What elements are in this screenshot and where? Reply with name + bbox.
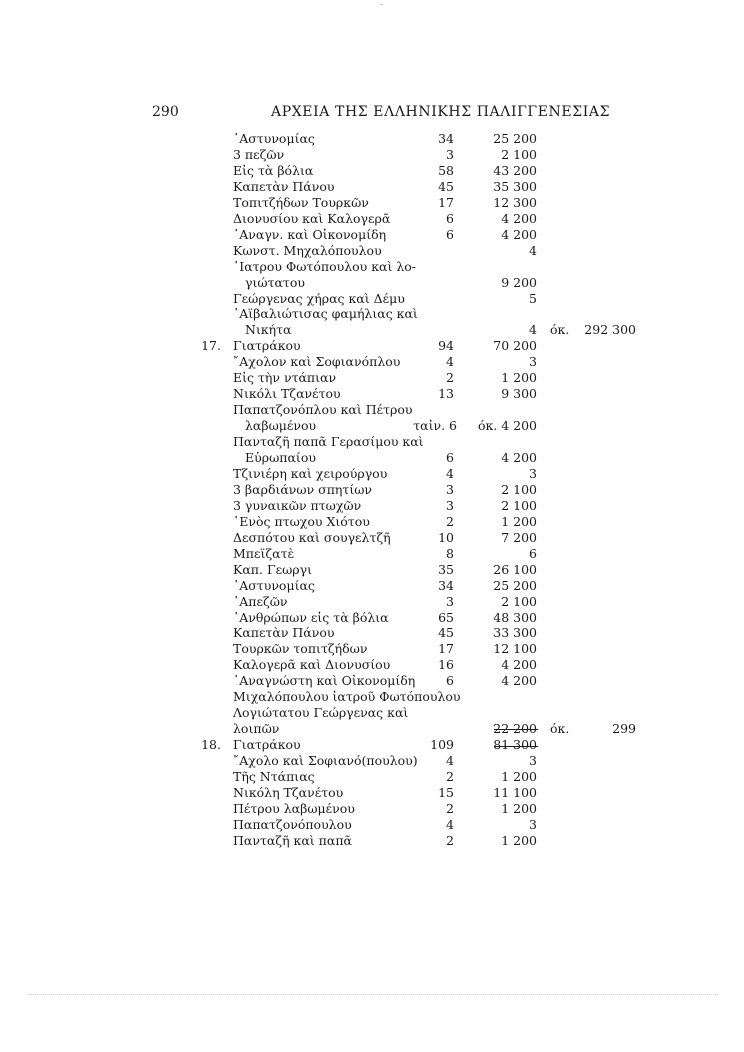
entry-name: Γιατράκου — [233, 737, 301, 753]
okka-value: 9 300 — [501, 386, 537, 402]
table-row — [0, 163, 744, 179]
okka-value: 5 — [529, 290, 537, 306]
okka-value: 7 200 — [501, 529, 537, 545]
table-row — [0, 817, 744, 833]
count-value: 45 — [438, 625, 454, 641]
count-value: 17 — [438, 194, 454, 210]
table-row — [0, 657, 744, 673]
okka-value: 48 300 — [493, 609, 537, 625]
table-row — [0, 514, 744, 530]
okka-value: 1 200 — [501, 513, 537, 529]
table-row — [0, 562, 744, 578]
table-row — [0, 673, 744, 689]
count-value: 3 — [446, 593, 454, 609]
entry-name: 3 πεζῶν — [233, 146, 285, 162]
count-value: 6 — [446, 450, 454, 465]
entry-name: ᾿Απεζῶν — [233, 593, 288, 609]
table-row — [0, 594, 744, 610]
unit-label: όκ. — [550, 721, 570, 737]
table-row — [0, 785, 744, 801]
table-row — [0, 227, 744, 243]
okka-value: 6 — [529, 545, 537, 561]
entry-name: ᾿Αστυνομίας — [233, 577, 315, 593]
table-row — [0, 578, 744, 594]
count-value: 109 — [430, 737, 454, 753]
entry-name: Λογιώτατου Γεώργενας καὶ — [233, 705, 409, 721]
entry-name: Παπατζονόπλου καὶ Πέτρου — [233, 402, 413, 418]
okka-value: 35 300 — [493, 178, 537, 194]
table-row — [0, 402, 744, 418]
count-value: 4 — [446, 816, 454, 832]
count-value: 34 — [438, 577, 454, 593]
entry-name: Παπατζονόπουλου — [233, 816, 352, 832]
okka-value: 11 100 — [493, 784, 537, 800]
total-value: 299 — [612, 721, 636, 737]
table-row — [0, 386, 744, 402]
okka-value: 25 200 — [493, 577, 537, 593]
count-value: 45 — [438, 178, 454, 194]
count-value: 13 — [438, 386, 454, 402]
entry-name: Εἰς τὰ βόλια — [233, 162, 314, 178]
entry-name: ᾿Ανθρώπων εἰς τὰ βόλια — [233, 609, 389, 625]
entry-name: ᾿Ιατρου Φωτόπουλου καὶ λο- — [233, 258, 417, 274]
sum-rule — [494, 729, 538, 730]
entry-name: Καλογερᾶ καὶ Διονυσίου — [233, 657, 391, 673]
table-row — [0, 354, 744, 370]
entry-name: Τουρκῶν τοπιτζήδων — [233, 641, 368, 657]
table-row — [0, 195, 744, 211]
count-value: 2 — [446, 800, 454, 816]
table-row — [0, 641, 744, 657]
entry-name: ῎Αχολον καὶ Σοφιανόπλου — [233, 354, 401, 370]
count-value: 3 — [446, 497, 454, 513]
entry-name: 3 γυναικῶν πτωχῶν — [233, 497, 362, 513]
row-number: 18. — [201, 737, 221, 753]
count-value: 4 — [446, 354, 454, 370]
entry-name: Καπετὰν Πάνου — [233, 178, 335, 194]
table-row — [0, 211, 744, 227]
count-value: 3 — [446, 146, 454, 162]
count-value: 58 — [438, 162, 454, 178]
okka-value: 1 200 — [501, 769, 537, 784]
okka-value: 3 — [529, 816, 537, 832]
table-row — [0, 705, 744, 721]
count-value: 17 — [438, 641, 454, 657]
row-number: 17. — [201, 338, 221, 354]
okka-value: 9 200 — [501, 274, 537, 290]
okka-value: 1 200 — [501, 800, 537, 816]
okka-value: 1 200 — [501, 370, 537, 386]
sum-rule — [494, 746, 538, 747]
table-row — [0, 530, 744, 546]
entry-name: Διονυσίου καὶ Καλογερᾶ — [233, 210, 391, 226]
table-row — [0, 147, 744, 163]
entry-name: ᾿Αϊβαλιώτισας φαμήλιας καὶ — [233, 306, 418, 322]
table-row — [0, 625, 744, 641]
running-title: ΑΡΧΕΙΑ ΤΗΣ ΕΛΛΗΝΙΚΗΣ ΠΑΛΙΓΓΕΝΕΣΙΑΣ — [271, 104, 611, 120]
table-row — [0, 243, 744, 259]
entry-name: Πανταζῆ παπᾶ Γερασίμου καὶ — [233, 434, 424, 450]
table-row — [0, 338, 744, 354]
count-value: 8 — [446, 545, 454, 561]
count-value: 35 — [438, 561, 454, 577]
entry-name: Νικόλη Τζανέτου — [233, 784, 344, 800]
count-value: 16 — [438, 657, 454, 673]
okka-value: 33 300 — [493, 625, 537, 641]
count-value: 2 — [446, 832, 454, 848]
scan-mark-bottom — [28, 994, 718, 995]
count-value: 6 — [446, 673, 454, 689]
table-row — [0, 833, 744, 849]
table-row — [0, 753, 744, 769]
entry-name: Εἰς τὴν ντάπιαν — [233, 370, 337, 386]
okka-value: 2 100 — [501, 146, 537, 162]
table-row — [0, 275, 744, 291]
okka-value: 4 — [529, 322, 537, 338]
entry-name: ᾿Αστυνομίας — [233, 131, 315, 146]
okka-value: 4 200 — [501, 657, 537, 673]
entry-name: Νικήτα — [245, 322, 292, 338]
entry-name: Μιχαλόπουλου ἰατροῦ Φωτόπουλου — [233, 689, 461, 705]
entry-name: Νικόλι Τζανέτου — [233, 386, 341, 402]
table-row — [0, 306, 744, 322]
okka-value: 1 200 — [501, 832, 537, 848]
table-row — [0, 259, 744, 275]
entry-name: Εὐρωπαίου — [245, 450, 316, 465]
count-value: 4 — [446, 465, 454, 481]
okka-value: 22 200 — [493, 721, 537, 737]
ration-note: ταἰν. 6 — [413, 418, 457, 434]
okka-value: 12 100 — [493, 641, 537, 657]
table-row — [0, 721, 744, 737]
okka-value: 4 200 — [501, 226, 537, 242]
total-value: 292 300 — [584, 322, 636, 338]
table-row — [0, 434, 744, 450]
count-value: 2 — [446, 769, 454, 784]
count-value: 34 — [438, 131, 454, 146]
okka-value: 2 100 — [501, 497, 537, 513]
table-row — [0, 322, 744, 338]
entry-name: Πανταζῆ καὶ παπᾶ — [233, 832, 352, 848]
okka-value: 4 200 — [501, 673, 537, 689]
entry-name: ῎Αχολο καὶ Σοφιανό(πουλου) — [233, 753, 418, 769]
table-row — [0, 179, 744, 195]
entry-name: Γιατράκου — [233, 338, 301, 354]
entry-name: Καπετὰν Πάνου — [233, 625, 335, 641]
table-row — [0, 801, 744, 817]
entry-name: Τοπιτζήδων Τουρκῶν — [233, 194, 369, 210]
entry-name: γιώτατου — [245, 274, 305, 290]
table-row — [0, 610, 744, 626]
count-value: 15 — [438, 784, 454, 800]
okka-value: 70 200 — [493, 338, 537, 354]
entry-name: λαβωμένου — [245, 418, 317, 434]
table-row — [0, 689, 744, 705]
entry-name: Μπεϊζατὲ — [233, 545, 295, 561]
table-row — [0, 370, 744, 386]
okka-value: 25 200 — [493, 131, 537, 146]
okka-value: 3 — [529, 465, 537, 481]
table-row — [0, 450, 744, 466]
okka-value: 81 300 — [493, 737, 537, 753]
table-row — [0, 482, 744, 498]
entry-name: ῾Ενὸς πτωχου Χιότου — [233, 513, 370, 529]
entry-name: Τζινιέρη καὶ χειρούργου — [233, 465, 388, 481]
scan-mark-top — [380, 4, 383, 5]
okka-value: 2 100 — [501, 593, 537, 609]
entry-name: Καπ. Γεωργι — [233, 561, 313, 577]
okka-value: 2 100 — [501, 481, 537, 497]
okka-value: 43 200 — [493, 162, 537, 178]
table-row — [0, 418, 744, 434]
okka-value: 4 200 — [501, 210, 537, 226]
entry-name: ᾿Αναγν. καὶ Οἰκονομίδη — [233, 226, 387, 242]
count-value: 10 — [438, 529, 454, 545]
entry-name: Πέτρου λαβωμένου — [233, 800, 355, 816]
okka-value: 4 200 — [501, 450, 537, 465]
count-value: 4 — [446, 753, 454, 769]
table-row — [0, 291, 744, 307]
count-value: 6 — [446, 226, 454, 242]
count-value: 2 — [446, 513, 454, 529]
okka-value: 12 300 — [493, 194, 537, 210]
okka-value: 4 200 — [501, 418, 537, 434]
unit-label: όκ. — [550, 322, 570, 338]
entry-name: λοιπῶν — [233, 721, 280, 737]
count-value: 65 — [438, 609, 454, 625]
unit-label: όκ. — [478, 418, 498, 434]
entry-name: 3 βαρδιάνων σπητίων — [233, 481, 373, 497]
table-row — [0, 546, 744, 562]
table-row — [0, 769, 744, 785]
count-value: 2 — [446, 370, 454, 386]
table-row — [0, 466, 744, 482]
count-value: 3 — [446, 481, 454, 497]
okka-value: 3 — [529, 354, 537, 370]
table-row — [0, 737, 744, 753]
count-value: 6 — [446, 210, 454, 226]
table-row — [0, 498, 744, 514]
entry-name: Τῆς Ντάπιας — [233, 769, 315, 784]
table-row — [0, 131, 744, 147]
count-value: 94 — [438, 338, 454, 354]
okka-value: 26 100 — [493, 561, 537, 577]
okka-value: 3 — [529, 753, 537, 769]
entry-name: Δεσπότου καὶ σουγελτζῆ — [233, 529, 391, 545]
page-number: 290 — [152, 104, 179, 120]
entry-name: ᾿Αναγνώστη καὶ Οἰκονομίδη — [233, 673, 416, 689]
okka-value: 4 — [529, 242, 537, 258]
entry-name: Γεώργενας χήρας καὶ Δέμυ — [233, 290, 405, 306]
entry-name: Κωνστ. Μηχαλόπουλου — [233, 242, 382, 258]
